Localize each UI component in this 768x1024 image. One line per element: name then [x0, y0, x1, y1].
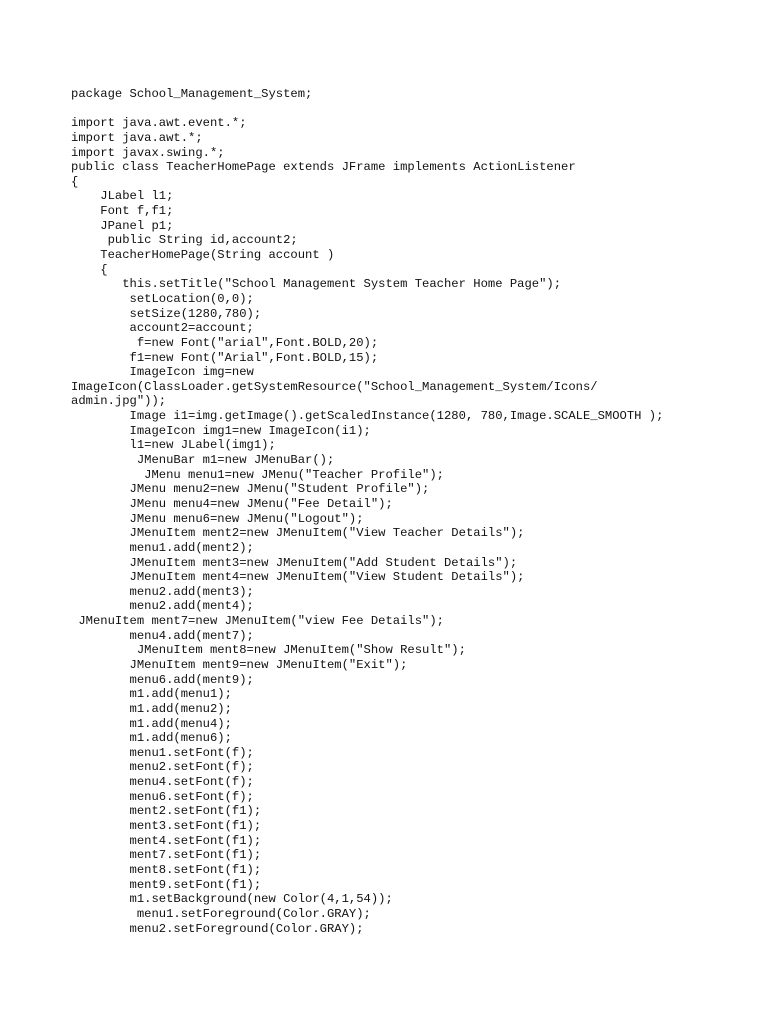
code-line: setLocation(0,0);	[71, 291, 254, 306]
code-line: account2=account;	[71, 321, 254, 336]
code-line: ment7.setFont(f1);	[71, 848, 262, 863]
code-line: public String id,account2;	[71, 233, 298, 248]
code-line: m1.add(menu1);	[71, 687, 232, 702]
code-line: m1.setBackground(new Color(4,1,54));	[71, 892, 393, 907]
code-line: Image i1=img.getImage().getScaledInstance(1280, 780,Image.SCALE_SMOOTH );	[71, 409, 664, 424]
code-line: setSize(1280,780);	[71, 306, 262, 321]
code-line: l1=new JLabel(img1);	[71, 438, 276, 453]
code-line: {	[71, 262, 108, 277]
code-line: JMenuItem ment4=new JMenuItem("View Student Details");	[71, 570, 525, 585]
code-listing	[71, 87, 751, 936]
code-line: JPanel p1;	[71, 218, 174, 233]
code-line: menu2.setFont(f);	[71, 760, 254, 775]
code-line: this.setTitle("School Management System Teacher Home Page");	[71, 277, 562, 292]
code-line: JMenuBar m1=new JMenuBar();	[71, 453, 335, 468]
code-line: admin.jpg"));	[71, 394, 167, 409]
code-line: ment9.setFont(f1);	[71, 877, 262, 892]
code-line: menu6.setFont(f);	[71, 789, 254, 804]
code-line: JMenu menu6=new JMenu("Logout");	[71, 511, 364, 526]
code-line	[71, 102, 751, 117]
code-line: {	[71, 174, 79, 189]
code-line: package School_Management_System;	[71, 87, 313, 101]
code-line: menu2.add(ment3);	[71, 584, 254, 599]
code-line: ment8.setFont(f1);	[71, 862, 262, 877]
code-line: menu1.setFont(f);	[71, 745, 254, 760]
code-line: m1.add(menu2);	[71, 701, 232, 716]
code-line: menu1.add(ment2);	[71, 540, 254, 555]
code-line: JMenu menu1=new JMenu("Teacher Profile");	[71, 467, 444, 482]
code-line: f=new Font("arial",Font.BOLD,20);	[71, 335, 379, 350]
code-line: ImageIcon(ClassLoader.getSystemResource("School_Management_System/Icons/	[71, 379, 598, 394]
code-line: menu4.setFont(f);	[71, 775, 254, 790]
code-line: public class TeacherHomePage extends JFrame implements ActionListener	[71, 160, 576, 175]
code-line: ment4.setFont(f1);	[71, 833, 262, 848]
code-line: f1=new Font("Arial",Font.BOLD,15);	[71, 350, 379, 365]
code-line: JMenuItem ment3=new JMenuItem("Add Student Details");	[71, 555, 518, 570]
code-line: TeacherHomePage(String account )	[71, 248, 335, 263]
code-line: menu2.setForeground(Color.GRAY);	[71, 921, 364, 936]
code-line: import java.awt.*;	[71, 130, 203, 145]
code-line: import javax.swing.*;	[71, 145, 225, 160]
code-line: JMenu menu2=new JMenu("Student Profile");	[71, 482, 430, 497]
code-line: JMenu menu4=new JMenu("Fee Detail");	[71, 496, 393, 511]
code-line: Font f,f1;	[71, 204, 174, 219]
code-line: ImageIcon img=new	[71, 365, 254, 380]
code-line: menu2.add(ment4);	[71, 599, 254, 614]
code-line: menu4.add(ment7);	[71, 628, 254, 643]
code-line: JMenuItem ment7=new JMenuItem("view Fee Details");	[71, 614, 444, 629]
code-line: ment3.setFont(f1);	[71, 819, 262, 834]
code-line: JMenuItem ment9=new JMenuItem("Exit");	[71, 657, 408, 672]
code-line: ment2.setFont(f1);	[71, 804, 262, 819]
code-line: menu6.add(ment9);	[71, 672, 254, 687]
code-line: import java.awt.event.*;	[71, 116, 247, 131]
code-line: ImageIcon img1=new ImageIcon(i1);	[71, 423, 371, 438]
code-line: menu1.setForeground(Color.GRAY);	[71, 906, 371, 921]
code-line: JMenuItem ment8=new JMenuItem("Show Result");	[71, 643, 466, 658]
code-line: m1.add(menu4);	[71, 716, 232, 731]
code-line: JMenuItem ment2=new JMenuItem("View Teacher Details");	[71, 526, 525, 541]
code-line: JLabel l1;	[71, 189, 174, 204]
code-line: m1.add(menu6);	[71, 731, 232, 746]
